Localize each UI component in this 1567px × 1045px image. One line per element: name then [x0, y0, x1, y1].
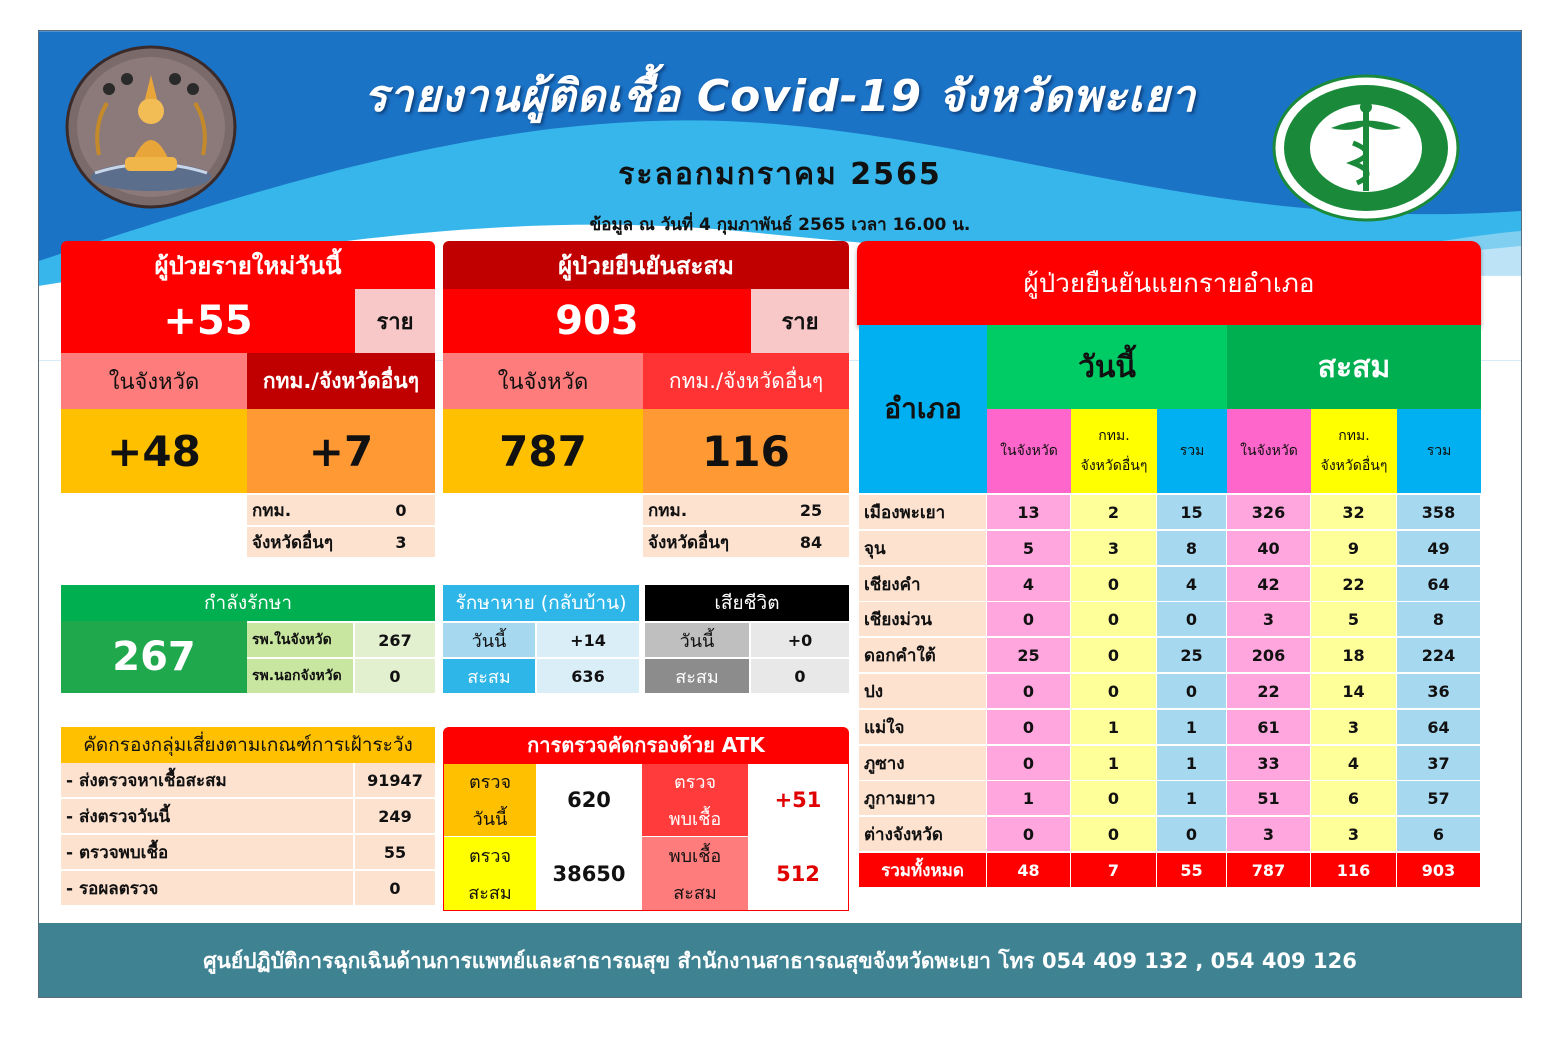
cumulative-in-province-value: 787 [443, 409, 643, 493]
district-value-cell: 25 [1157, 638, 1226, 672]
new-today-other-value: +7 [247, 409, 435, 493]
district-value-cell: 33 [1227, 746, 1310, 780]
district-sub-today-other-line1: กทม. [1098, 428, 1130, 444]
district-value-cell: 4 [1157, 567, 1226, 601]
new-today-bkk-value: 0 [367, 495, 435, 525]
district-sub-today-other [1071, 409, 1157, 493]
district-value-cell: 0 [1071, 781, 1156, 815]
district-value-cell: 3 [1227, 602, 1310, 636]
atk-tested-today-label-line1: ตรวจ [468, 772, 511, 793]
district-value-cell: 1 [1157, 710, 1226, 744]
cumulative-total: 903 [443, 289, 751, 353]
screening-row-label: - รอผลตรวจ [61, 871, 353, 905]
district-name-cell: ดอกคำใต้ [859, 638, 986, 672]
district-group-cumulative: สะสม [1227, 325, 1481, 409]
district-value-cell: 6 [1397, 817, 1480, 851]
cumulative-other-label: กทม./จังหวัดอื่นๆ [643, 353, 849, 409]
district-value-cell: 0 [987, 746, 1070, 780]
district-value-cell: 358 [1397, 495, 1480, 529]
district-value-cell: 0 [1071, 817, 1156, 851]
district-group-today: วันนี้ [987, 325, 1227, 409]
district-value-cell: 8 [1157, 531, 1226, 565]
district-value-cell: 1 [1157, 746, 1226, 780]
district-value-cell: 2 [1071, 495, 1156, 529]
district-sub-cum-other-line1: กทม. [1338, 428, 1370, 444]
district-value-cell: 49 [1397, 531, 1480, 565]
treating-out-hospital-value: 0 [355, 659, 435, 693]
district-total-label: รวมทั้งหมด [859, 853, 986, 887]
district-name-cell: แม่ใจ [859, 710, 986, 744]
district-col-header: อำเภอ [859, 325, 987, 493]
district-sub-today-in: ในจังหวัด [987, 409, 1071, 493]
new-today-other-label: กทม./จังหวัดอื่นๆ [247, 353, 435, 409]
district-value-cell: 3 [1227, 817, 1310, 851]
treating-in-hospital-value: 267 [355, 623, 435, 657]
district-value-cell: 22 [1227, 674, 1310, 708]
district-heading: ผู้ป่วยยืนยันแยกรายอำเภอ [857, 241, 1481, 325]
district-value-cell: 0 [1157, 602, 1226, 636]
atk-tested-cum-label-line1: ตรวจ [468, 845, 511, 867]
district-value-cell: 57 [1397, 781, 1480, 815]
district-value-cell: 3 [1311, 817, 1396, 851]
recovered-cum-label: สะสม [443, 659, 535, 693]
cumulative-unit: ราย [751, 289, 849, 353]
district-value-cell: 42 [1227, 567, 1310, 601]
district-value-cell: 25 [987, 638, 1070, 672]
district-value-cell: 40 [1227, 531, 1310, 565]
footer-contact: ศูนย์ปฏิบัติการฉุกเฉินด้านการแพทย์และสาธารณสุข สำนักงานสาธารณสุขจังหวัดพะเยา โทร 054 409 132 , 054 409 126 [39, 923, 1521, 998]
district-value-cell: 61 [1227, 710, 1310, 744]
screening-row-label: - ส่งตรวจหาเชื้อสะสม [61, 763, 353, 797]
district-value-cell: 0 [1071, 638, 1156, 672]
district-name-cell: ภูกามยาว [859, 781, 986, 815]
cumulative-other-prov-label: จังหวัดอื่นๆ [643, 527, 773, 557]
treating-in-hospital-label: รพ.ในจังหวัด [247, 623, 353, 657]
district-total-cell: 55 [1157, 853, 1226, 887]
recovered-cum-value: 636 [537, 659, 639, 693]
district-value-cell: 32 [1311, 495, 1396, 529]
atk-found-today-label-line1: ตรวจ [673, 772, 716, 793]
district-value-cell: 0 [987, 674, 1070, 708]
district-value-cell: 64 [1397, 567, 1480, 601]
district-total-cell: 116 [1311, 853, 1396, 887]
new-today-total: +55 [61, 289, 355, 353]
cumulative-heading: ผู้ป่วยยืนยันสะสม [443, 241, 849, 289]
district-value-cell: 51 [1227, 781, 1310, 815]
district-name-cell: จุน [859, 531, 986, 565]
atk-tested-cum-value: 38650 [536, 837, 642, 910]
new-today-bkk-label: กทม. [247, 495, 367, 525]
district-value-cell: 13 [987, 495, 1070, 529]
district-value-cell: 0 [1071, 567, 1156, 601]
cumulative-bkk-value: 25 [773, 495, 849, 525]
district-value-cell: 224 [1397, 638, 1480, 672]
district-value-cell: 0 [987, 602, 1070, 636]
district-sub-today-total: รวม [1157, 409, 1227, 493]
district-value-cell: 0 [1071, 602, 1156, 636]
atk-tested-cum-label [444, 837, 536, 910]
atk-heading: การตรวจคัดกรองด้วย ATK [443, 727, 849, 763]
infographic-frame [38, 30, 1522, 998]
district-value-cell: 15 [1157, 495, 1226, 529]
screening-row-value: 249 [355, 799, 435, 833]
screening-heading: คัดกรองกลุ่มเสี่ยงตามเกณฑ์การเฝ้าระวัง [61, 727, 435, 763]
district-value-cell: 0 [1157, 674, 1226, 708]
data-timestamp: ข้อมูล ณ วันที่ 4 กุมภาพันธ์ 2565 เวลา 16.00 น. [589, 215, 971, 235]
district-value-cell: 14 [1311, 674, 1396, 708]
district-value-cell: 8 [1397, 602, 1480, 636]
district-value-cell: 326 [1227, 495, 1310, 529]
cumulative-in-province-label: ในจังหวัด [443, 353, 643, 409]
district-value-cell: 64 [1397, 710, 1480, 744]
atk-found-cum-label-line1: พบเชื้อ [668, 845, 722, 867]
new-today-other-prov-label: จังหวัดอื่นๆ [247, 527, 367, 557]
cumulative-other-value: 116 [643, 409, 849, 493]
district-value-cell: 5 [1311, 602, 1396, 636]
new-today-heading: ผู้ป่วยรายใหม่วันนี้ [61, 241, 435, 289]
district-value-cell: 36 [1397, 674, 1480, 708]
district-sub-today-other-line2: จังหวัดอื่นๆ [1080, 458, 1148, 474]
district-value-cell: 3 [1311, 710, 1396, 744]
district-value-cell: 1 [1071, 746, 1156, 780]
district-value-cell: 0 [1157, 817, 1226, 851]
cumulative-other-prov-value: 84 [773, 527, 849, 557]
deaths-today-label: วันนี้ [645, 623, 749, 657]
new-today-other-prov-value: 3 [367, 527, 435, 557]
district-name-cell: ภูซาง [859, 746, 986, 780]
deaths-cum-value: 0 [751, 659, 849, 693]
district-value-cell: 4 [987, 567, 1070, 601]
district-name-cell: เชียงคำ [859, 567, 986, 601]
district-name-cell: ต่างจังหวัด [859, 817, 986, 851]
phayao-seal-icon [65, 45, 237, 209]
screening-row-label: - ส่งตรวจวันนี้ [61, 799, 353, 833]
district-sub-cum-total: รวม [1397, 409, 1481, 493]
district-value-cell: 3 [1071, 531, 1156, 565]
district-value-cell: 6 [1311, 781, 1396, 815]
district-value-cell: 0 [987, 817, 1070, 851]
district-value-cell: 37 [1397, 746, 1480, 780]
district-value-cell: 0 [1071, 674, 1156, 708]
district-name-cell: เมืองพะเยา [859, 495, 986, 529]
screening-row-value: 55 [355, 835, 435, 869]
treating-heading: กำลังรักษา [61, 585, 435, 621]
atk-found-cum-label [642, 837, 748, 910]
district-sub-cum-in: ในจังหวัด [1227, 409, 1311, 493]
screening-row-value: 0 [355, 871, 435, 905]
district-total-cell: 7 [1071, 853, 1156, 887]
new-today-in-province-label: ในจังหวัด [61, 353, 247, 409]
district-total-cell: 48 [987, 853, 1070, 887]
district-value-cell: 206 [1227, 638, 1310, 672]
district-value-cell: 0 [987, 710, 1070, 744]
atk-found-today-label [642, 764, 748, 836]
treating-total: 267 [61, 621, 247, 693]
ministry-of-public-health-logo-icon [1271, 73, 1461, 223]
atk-tested-today-label-line2: วันนี้ [472, 809, 508, 830]
district-value-cell: 1 [1071, 710, 1156, 744]
atk-found-today-value: +51 [748, 764, 848, 836]
new-today-in-province-value: +48 [61, 409, 247, 493]
district-name-cell: เชียงม่วน [859, 602, 986, 636]
district-value-cell: 1 [1157, 781, 1226, 815]
atk-tested-today-label [444, 764, 536, 836]
district-value-cell: 1 [987, 781, 1070, 815]
screening-row-label: - ตรวจพบเชื้อ [61, 835, 353, 869]
atk-found-cum-value: 512 [748, 837, 848, 910]
atk-tested-cum-label-line2: สะสม [468, 882, 512, 904]
recovered-today-label: วันนี้ [443, 623, 535, 657]
atk-tested-today-value: 620 [536, 764, 642, 836]
recovered-heading: รักษาหาย (กลับบ้าน) [443, 585, 639, 621]
district-total-cell: 903 [1397, 853, 1480, 887]
district-value-cell: 9 [1311, 531, 1396, 565]
deaths-cum-label: สะสม [645, 659, 749, 693]
deaths-heading: เสียชีวิต [645, 585, 849, 621]
page-title: รายงานผู้ติดเชื้อ Covid-19 จังหวัดพะเยา [363, 71, 1197, 122]
atk-found-cum-label-line2: สะสม [673, 882, 717, 904]
district-name-cell: ปง [859, 674, 986, 708]
district-sub-cum-other [1311, 409, 1397, 493]
recovered-today-value: +14 [537, 623, 639, 657]
district-value-cell: 4 [1311, 746, 1396, 780]
page-subtitle: ระลอกมกราคม 2565 [618, 157, 942, 192]
new-today-unit: ราย [355, 289, 435, 353]
screening-row-value: 91947 [355, 763, 435, 797]
district-sub-cum-other-line2: จังหวัดอื่นๆ [1320, 458, 1388, 474]
treating-out-hospital-label: รพ.นอกจังหวัด [247, 659, 353, 693]
cumulative-bkk-label: กทม. [643, 495, 773, 525]
district-total-cell: 787 [1227, 853, 1310, 887]
deaths-today-value: +0 [751, 623, 849, 657]
district-value-cell: 22 [1311, 567, 1396, 601]
atk-found-today-label-line2: พบเชื้อ [668, 809, 722, 830]
district-value-cell: 5 [987, 531, 1070, 565]
district-value-cell: 18 [1311, 638, 1396, 672]
